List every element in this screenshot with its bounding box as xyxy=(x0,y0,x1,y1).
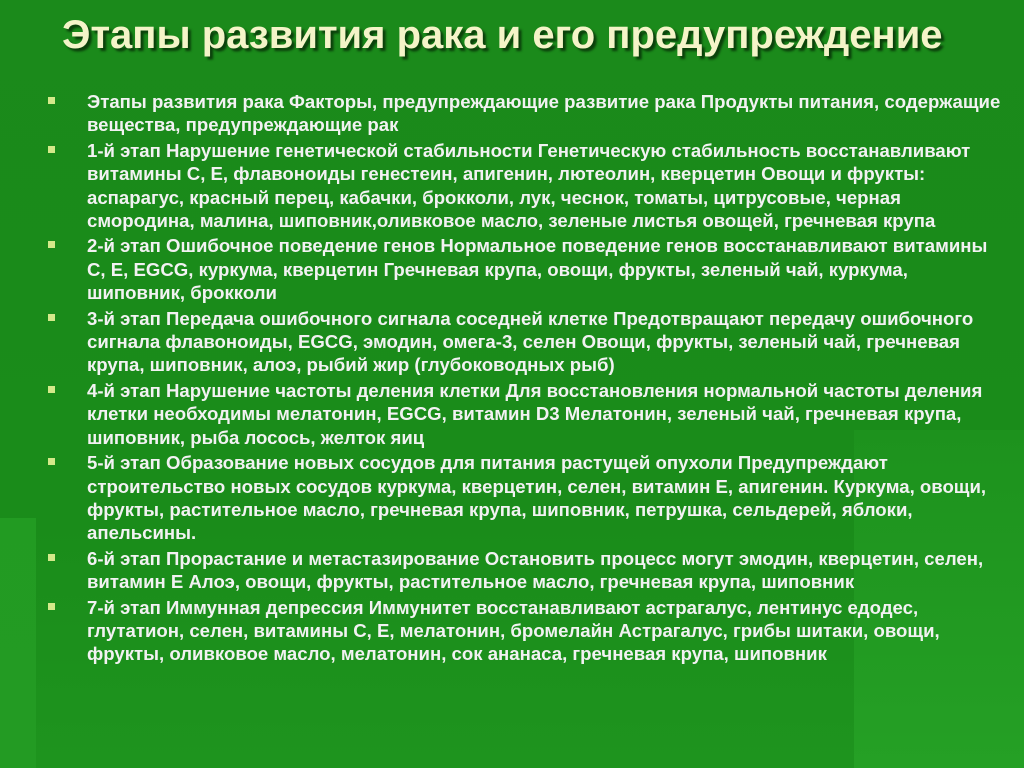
bullet-item-stage-1 xyxy=(44,139,1004,233)
bullet-text: 6-й этап Прорастание и метастазирование Остановить процесс могут эмодин, кверцетин, селен, витамин Е Алоэ, овощи, фрукты, растительное масло, гречневая крупа, шиповник xyxy=(87,547,984,593)
bullet-item-stage-4 xyxy=(44,379,1004,449)
bullet-item-stage-7 xyxy=(44,596,1004,666)
bullet-square-icon xyxy=(48,241,55,248)
bullet-item-stage-2 xyxy=(44,234,1004,304)
bullet-list xyxy=(44,90,1004,668)
background-band-left xyxy=(0,518,36,768)
bullet-item-stage-3 xyxy=(44,307,1004,377)
bullet-text: 1-й этап Нарушение генетической стабильности Генетическую стабильность восстанавливают витамины С, Е, флавоноиды генестеин, апигенин, лютеолин, кверцетин Овощи и фрукты: аспарагус, красный перец, кабачки, брокколи, лук, чеснок, томаты, цитрусовые, черная смородина, малина, шиповник,оливковое масло, зеленые листья овощей, гречневая крупа xyxy=(87,139,971,232)
bullet-square-icon xyxy=(48,603,55,610)
slide-title: Этапы развития рака и его предупреждение xyxy=(62,13,943,57)
bullet-square-icon xyxy=(48,97,55,104)
bullet-square-icon xyxy=(48,554,55,561)
bullet-square-icon xyxy=(48,314,55,321)
bullet-square-icon xyxy=(48,458,55,465)
bullet-text: 2-й этап Ошибочное поведение генов Нормальное поведение генов восстанавливают витамины С, Е, EGCG, куркума, кверцетин Гречневая крупа, овощи, фрукты, зеленый чай, куркума, шиповник, брокколи xyxy=(87,235,988,304)
bullet-text: 3-й этап Передача ошибочного сигнала соседней клетке Предотвращают передачу ошибочного сигнала флавоноиды, EGCG, эмодин, омега-3, селен Овощи, фрукты, зеленый чай, гречневая крупа, шиповник, алоэ, рыбий жир (глубоководных рыб) xyxy=(87,307,974,376)
bullet-item-stage-6 xyxy=(44,547,1004,594)
bullet-text: Этапы развития рака Факторы, предупреждающие развитие рака Продукты питания, содержащие вещества, предупреждающие рак xyxy=(87,91,1001,136)
bullet-text: 5-й этап Образование новых сосудов для питания растущей опухоли Предупреждают строительство новых сосудов куркума, кверцетин, селен, витамин Е, апигенин. Куркума, овощи, фрукты, растительное масло, гречневая крупа, шиповник, петрушка, сельдерей, яблоки, апельсины. xyxy=(87,452,987,544)
bullet-text: 7-й этап Иммунная депрессия Иммунитет восстанавливают астрагалус, лентинус едодес, глутатион, селен, витамины С, Е, мелатонин, бромелайн Астрагалус, грибы шитаки, овощи, фрукты, оливковое масло, мелатонин, сок ананаса, гречневая крупа, шиповник xyxy=(87,596,940,665)
bullet-item-intro xyxy=(44,90,1004,137)
bullet-text: 4-й этап Нарушение частоты деления клетки Для восстановления нормальной частоты деления клетки необходимы мелатонин, EGCG, витамин D3 Мелатонин, зеленый чай, гречневая крупа, шиповник, рыба лосось, желток яиц xyxy=(87,379,983,448)
bullet-item-stage-5 xyxy=(44,451,1004,545)
bullet-square-icon xyxy=(48,146,55,153)
bullet-square-icon xyxy=(48,386,55,393)
